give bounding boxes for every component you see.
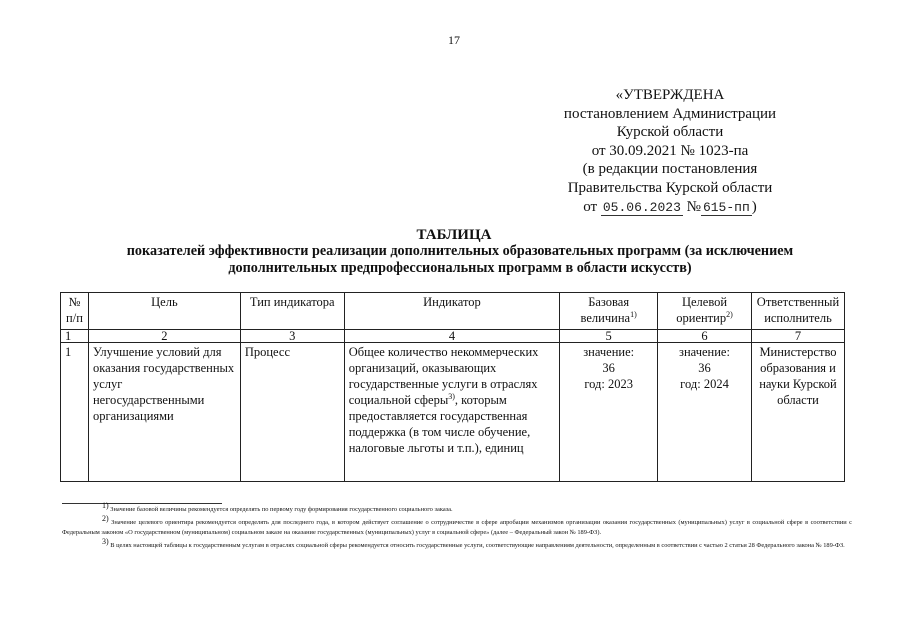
column-number: 4 <box>344 330 560 343</box>
approval-line: «УТВЕРЖДЕНА <box>615 87 725 103</box>
approval-number: 615-пп <box>702 199 750 215</box>
footnote-ref: 3) <box>448 391 455 401</box>
footnote-divider <box>62 503 222 504</box>
row-type: Процесс <box>240 343 344 482</box>
footnote-marker: 3) <box>102 536 109 546</box>
approval-line: от 30.09.2021 № 1023-па <box>591 142 749 159</box>
approval-line: (в редакции постановления <box>582 161 758 178</box>
column-number: 5 <box>560 330 658 343</box>
row-goal: Улучшение условий для оказания государственных услуг негосударственными организациями <box>88 343 240 482</box>
footnote-ref: 1) <box>630 309 637 319</box>
footnote-marker: 1) <box>102 500 109 510</box>
document-title: ТАБЛИЦА <box>416 227 492 243</box>
indicators-table <box>60 292 845 482</box>
target-year: год: 2024 <box>680 377 729 391</box>
column-number: 2 <box>88 330 240 343</box>
footnote-ref: 2) <box>726 309 733 319</box>
footnote-text: В целях настоящей таблицы к государственным услугам в отраслях социальной сферы рекомендуется относить государственные услуги, соответствующие направлениям деятельности, определенным в соответствии с частью 2 статьи 28 Федерального закона № 189-ФЗ. <box>108 542 845 549</box>
approval-date-line <box>520 198 820 218</box>
header-responsible: Ответственный исполнитель <box>751 293 844 330</box>
footnote-1 <box>62 500 852 515</box>
column-numbering-row <box>61 330 845 343</box>
column-number: 3 <box>240 330 344 343</box>
header-base <box>560 293 658 330</box>
approval-line: постановлением Администрации <box>563 105 777 122</box>
approval-line: Правительства Курской области <box>567 179 773 196</box>
document-subtitle: показателей эффективности реализации дополнительных образовательных программ (за исключением дополнительных предпрофессиональных программ в области искусств) <box>126 243 794 276</box>
number-prefix: № <box>682 198 701 215</box>
table-header-row <box>61 293 845 330</box>
row-target <box>658 343 752 482</box>
footnote-marker: 2) <box>102 513 109 523</box>
row-indicator <box>344 343 560 482</box>
closing-paren: ) <box>751 198 757 215</box>
row-num: 1 <box>61 343 89 482</box>
target-label: значение: <box>679 345 730 359</box>
base-value: 36 <box>602 361 615 375</box>
header-target-label: Целевой ориентир <box>676 295 728 325</box>
approval-date: 05.06.2023 <box>602 199 681 215</box>
header-target <box>658 293 752 330</box>
page-number: 17 <box>448 33 460 47</box>
header-indicator: Индикатор <box>344 293 560 330</box>
target-value: 36 <box>698 361 711 375</box>
base-label: значение: <box>583 345 635 359</box>
approval-line: Курской области <box>616 124 724 141</box>
header-goal: Цель <box>88 293 240 330</box>
footnote-text: Значение базовой величины рекомендуется определять по первому году формирования государственного социального заказа. <box>108 506 453 513</box>
column-number: 7 <box>751 330 844 343</box>
table-row <box>61 343 845 482</box>
base-year: год: 2023 <box>584 377 633 391</box>
approval-stamp <box>520 86 820 217</box>
column-number: 6 <box>658 330 752 343</box>
header-base-label: Базовая величина <box>580 295 631 325</box>
header-num: № п/п <box>61 293 89 330</box>
indicator-text: Общее количество некоммерческих организаций, оказывающих государственные услуги в отраслях социальной сферы <box>348 345 539 407</box>
footnote-3 <box>62 536 852 551</box>
row-base <box>560 343 658 482</box>
footnote-2 <box>62 513 852 538</box>
date-prefix: от <box>583 198 601 215</box>
column-number: 1 <box>61 330 89 343</box>
footnote-text: Значение целевого ориентира рекомендуется определять для последнего года, в котором действует соглашение о сотрудничестве в сфере апробации механизмов организации оказания государственных (муниципальных) услуг в социальной сфере в соответствии с Федеральным законом «О государственном (муниципальном) социальном заказе на оказание государственных (муниципальных) услуг в социальной сфере» (далее – Федеральный закон № 189-ФЗ). <box>62 519 852 536</box>
footnotes <box>62 500 852 551</box>
row-responsible: Министерство образования и науки Курской области <box>751 343 844 482</box>
indicator-text-cont: , которым предоставляется государственная поддержка (в том числе обучение, налоговые льготы и т.п.), единиц <box>348 393 531 455</box>
header-type: Тип индикатора <box>240 293 344 330</box>
